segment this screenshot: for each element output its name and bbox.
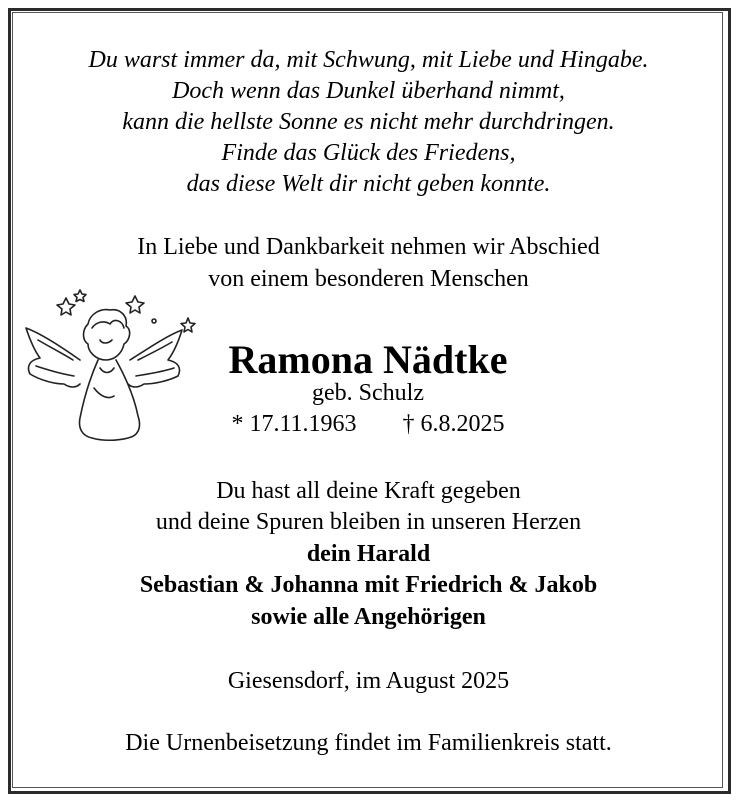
death-date: † 6.8.2025 <box>402 411 505 437</box>
message-line-1: Du hast all deine Kraft gegeben <box>216 478 521 504</box>
burial-note: Die Urnenbeisetzung findet im Familienkreis statt. <box>125 730 612 756</box>
place-date: Giesensdorf, im August 2025 <box>227 668 510 694</box>
deceased-name: Ramona Nädtke <box>228 337 508 382</box>
birth-name: geb. Schulz <box>312 380 424 406</box>
poem-line-4: Finde das Glück des Friedens, <box>221 140 516 166</box>
poem-line-5: das diese Welt dir nicht geben konnte. <box>186 171 551 197</box>
poem-line-2: Doch wenn das Dunkel überhand nimmt, <box>172 78 565 104</box>
message-line-2: und deine Spuren bleiben in unseren Herzen <box>155 509 582 535</box>
signature-1: dein Harald <box>306 541 431 567</box>
life-dates <box>114 411 622 438</box>
signature-2: Sebastian & Johanna mit Friedrich & Jakob <box>139 572 598 598</box>
poem-line-1: Du warst immer da, mit Schwung, mit Liebe und Hingabe. <box>88 47 649 73</box>
signature-3: sowie alle Angehörigen <box>251 604 486 630</box>
poem-line-3: kann die hellste Sonne es nicht mehr durchdringen. <box>122 109 615 135</box>
birth-date: * 17.11.1963 <box>231 411 357 437</box>
intro-line-2: von einem besonderen Menschen <box>208 266 529 292</box>
intro-line-1: In Liebe und Dankbarkeit nehmen wir Abschied <box>137 234 600 260</box>
